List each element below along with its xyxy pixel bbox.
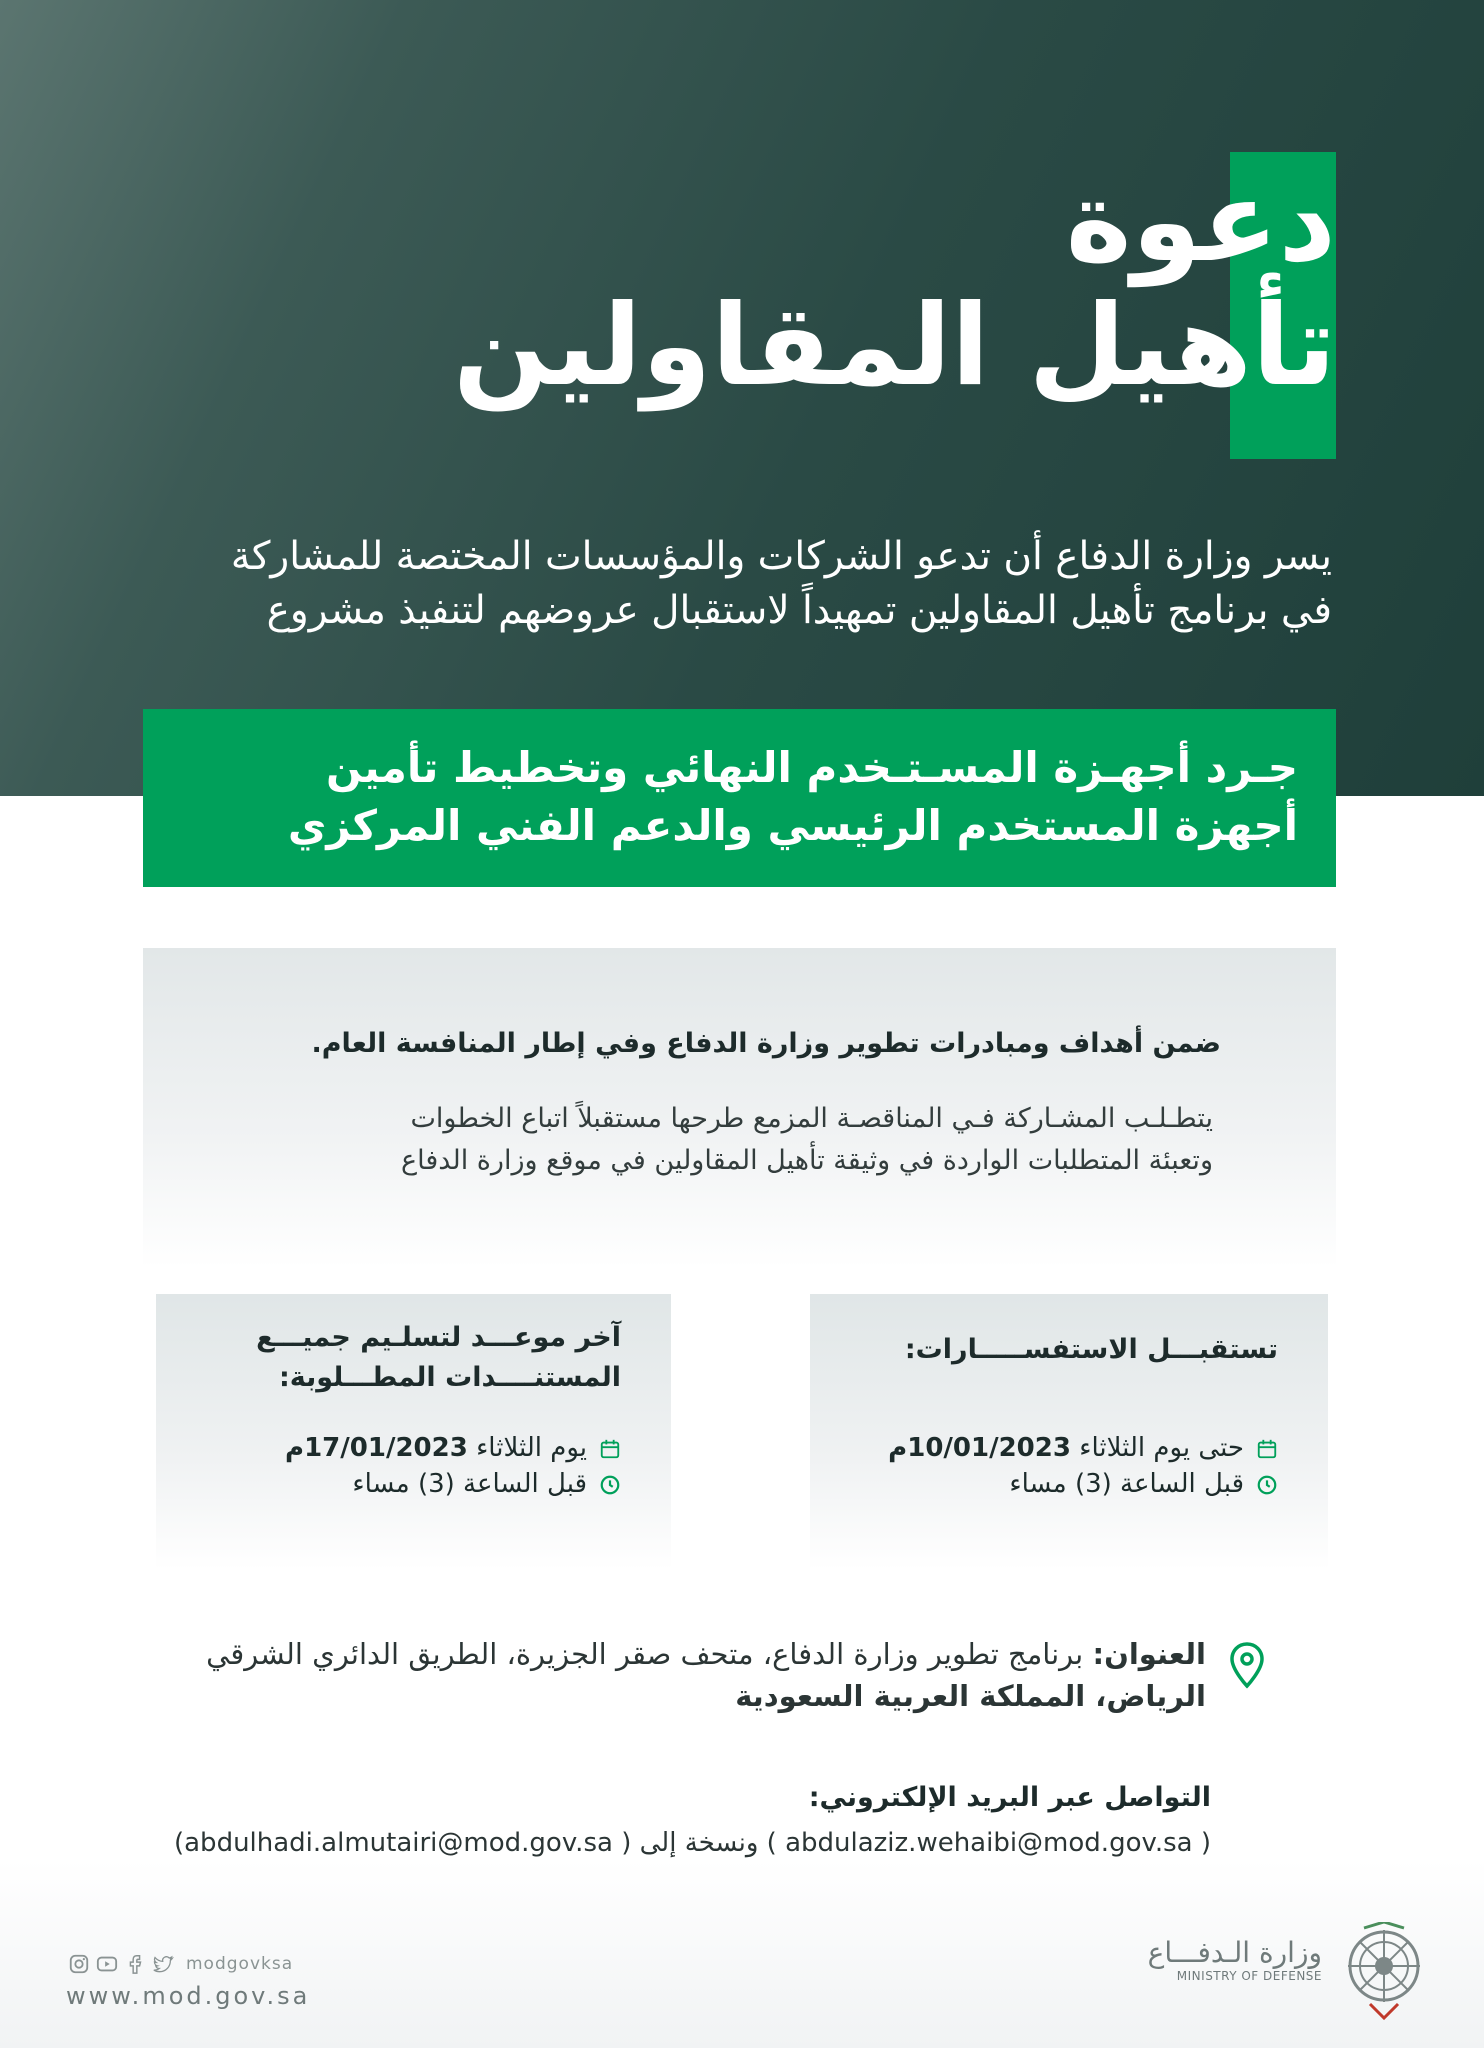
info-box xyxy=(143,948,1336,1268)
title-line-1: دعوة xyxy=(1065,157,1336,287)
website-link[interactable]: www.mod.gov.sa xyxy=(66,1982,311,2010)
intro-text xyxy=(142,530,1332,638)
inquiries-card xyxy=(810,1294,1328,1570)
project-name xyxy=(178,739,1298,855)
social-handle[interactable]: modgovksa xyxy=(186,1954,294,1974)
inquiries-time: قبل الساعة (3) مساء xyxy=(1009,1469,1244,1499)
address-text-1: برنامج تطوير وزارة الدفاع، متحف صقر الجزيرة، الطريق الدائري الشرقي xyxy=(206,1637,1084,1671)
clock-icon xyxy=(1256,1474,1278,1496)
deadline-card xyxy=(156,1294,671,1570)
inquiries-time-row xyxy=(818,1466,1278,1502)
address-block xyxy=(106,1633,1206,1717)
email-copy-label: ونسخة إلى xyxy=(639,1828,759,1858)
info-heading: ضمن أهداف ومبادرات تطوير وزارة الدفاع وفي إطار المنافسة العام. xyxy=(311,1028,1221,1059)
email-primary[interactable]: ( abdulaziz.wehaibi@mod.gov.sa ) xyxy=(766,1828,1211,1858)
deadline-title xyxy=(161,1318,621,1398)
calendar-icon xyxy=(1256,1438,1278,1460)
clock-icon xyxy=(599,1474,621,1496)
email-title: التواصل عبر البريد الإلكتروني: xyxy=(808,1782,1211,1813)
ministry-name-en: MINISTRY OF DEFENSE xyxy=(1176,1969,1322,1983)
deadline-title-line-2: المستنــــدات المطـــلوبة: xyxy=(278,1362,621,1393)
deadline-date-row xyxy=(161,1430,621,1466)
project-line-1: جـرد أجهـزة المسـتـخدم النهائي وتخطيط تأمين xyxy=(325,743,1298,792)
email-line xyxy=(131,1828,1211,1858)
location-pin-icon xyxy=(1228,1641,1266,1689)
facebook-icon[interactable] xyxy=(124,1953,146,1975)
info-line-2: وتعبئة المتطلبات الواردة في وثيقة تأهيل المقاولين في موقع وزارة الدفاع xyxy=(401,1145,1213,1176)
project-name-box xyxy=(143,709,1336,887)
deadline-time: قبل الساعة (3) مساء xyxy=(352,1469,587,1499)
deadline-date: 17/01/2023م xyxy=(285,1433,468,1463)
ministry-logo-text xyxy=(1147,1936,1322,1983)
intro-line-2: في برنامج تأهيل المقاولين تمهيداً لاستقبال عروضهم لتنفيذ مشروع xyxy=(266,588,1332,633)
ministry-name-ar: وزارة الـدفـــاع xyxy=(1147,1936,1322,1969)
social-links xyxy=(68,1952,293,1976)
ministry-emblem-icon xyxy=(1340,1922,1428,2022)
instagram-icon[interactable] xyxy=(68,1953,90,1975)
inquiries-date-row xyxy=(818,1430,1278,1466)
deadline-time-row xyxy=(161,1466,621,1502)
inquiries-title xyxy=(818,1330,1278,1370)
inquiries-date-prefix: حتى يوم الثلاثاء xyxy=(1079,1433,1244,1463)
inquiries-date: 10/01/2023م xyxy=(888,1433,1071,1463)
title-line-2: تأهيل المقاولين xyxy=(453,281,1336,411)
deadline-date-prefix: يوم الثلاثاء xyxy=(476,1433,587,1463)
address-line-1 xyxy=(106,1633,1206,1675)
email-secondary[interactable]: (abdulhadi.almutairi@mod.gov.sa ) xyxy=(173,1828,632,1858)
deadline-title-line-1: آخر موعـــد لتسلـيم جميـــع xyxy=(256,1322,621,1353)
info-body xyxy=(213,1098,1213,1182)
info-line-1: يتطـلـب المشـاركة فـي المناقصـة المزمع طرحها مستقبلاً اتباع الخطوات xyxy=(410,1103,1213,1134)
youtube-icon[interactable] xyxy=(96,1953,118,1975)
inquiries-title-line: تستقبـــل الاستفســـــارات: xyxy=(904,1334,1278,1365)
address-text-2: الرياض، المملكة العربية السعودية xyxy=(735,1679,1206,1713)
project-line-2: أجهزة المستخدم الرئيسي والدعم الفني المركزي xyxy=(287,801,1298,850)
address-label: العنوان: xyxy=(1092,1637,1206,1671)
page-title xyxy=(336,157,1336,411)
calendar-icon xyxy=(599,1438,621,1460)
twitter-icon[interactable] xyxy=(152,1953,174,1975)
intro-line-1: يسر وزارة الدفاع أن تدعو الشركات والمؤسسات المختصة للمشاركة xyxy=(230,534,1332,579)
address-line-2 xyxy=(106,1675,1206,1717)
